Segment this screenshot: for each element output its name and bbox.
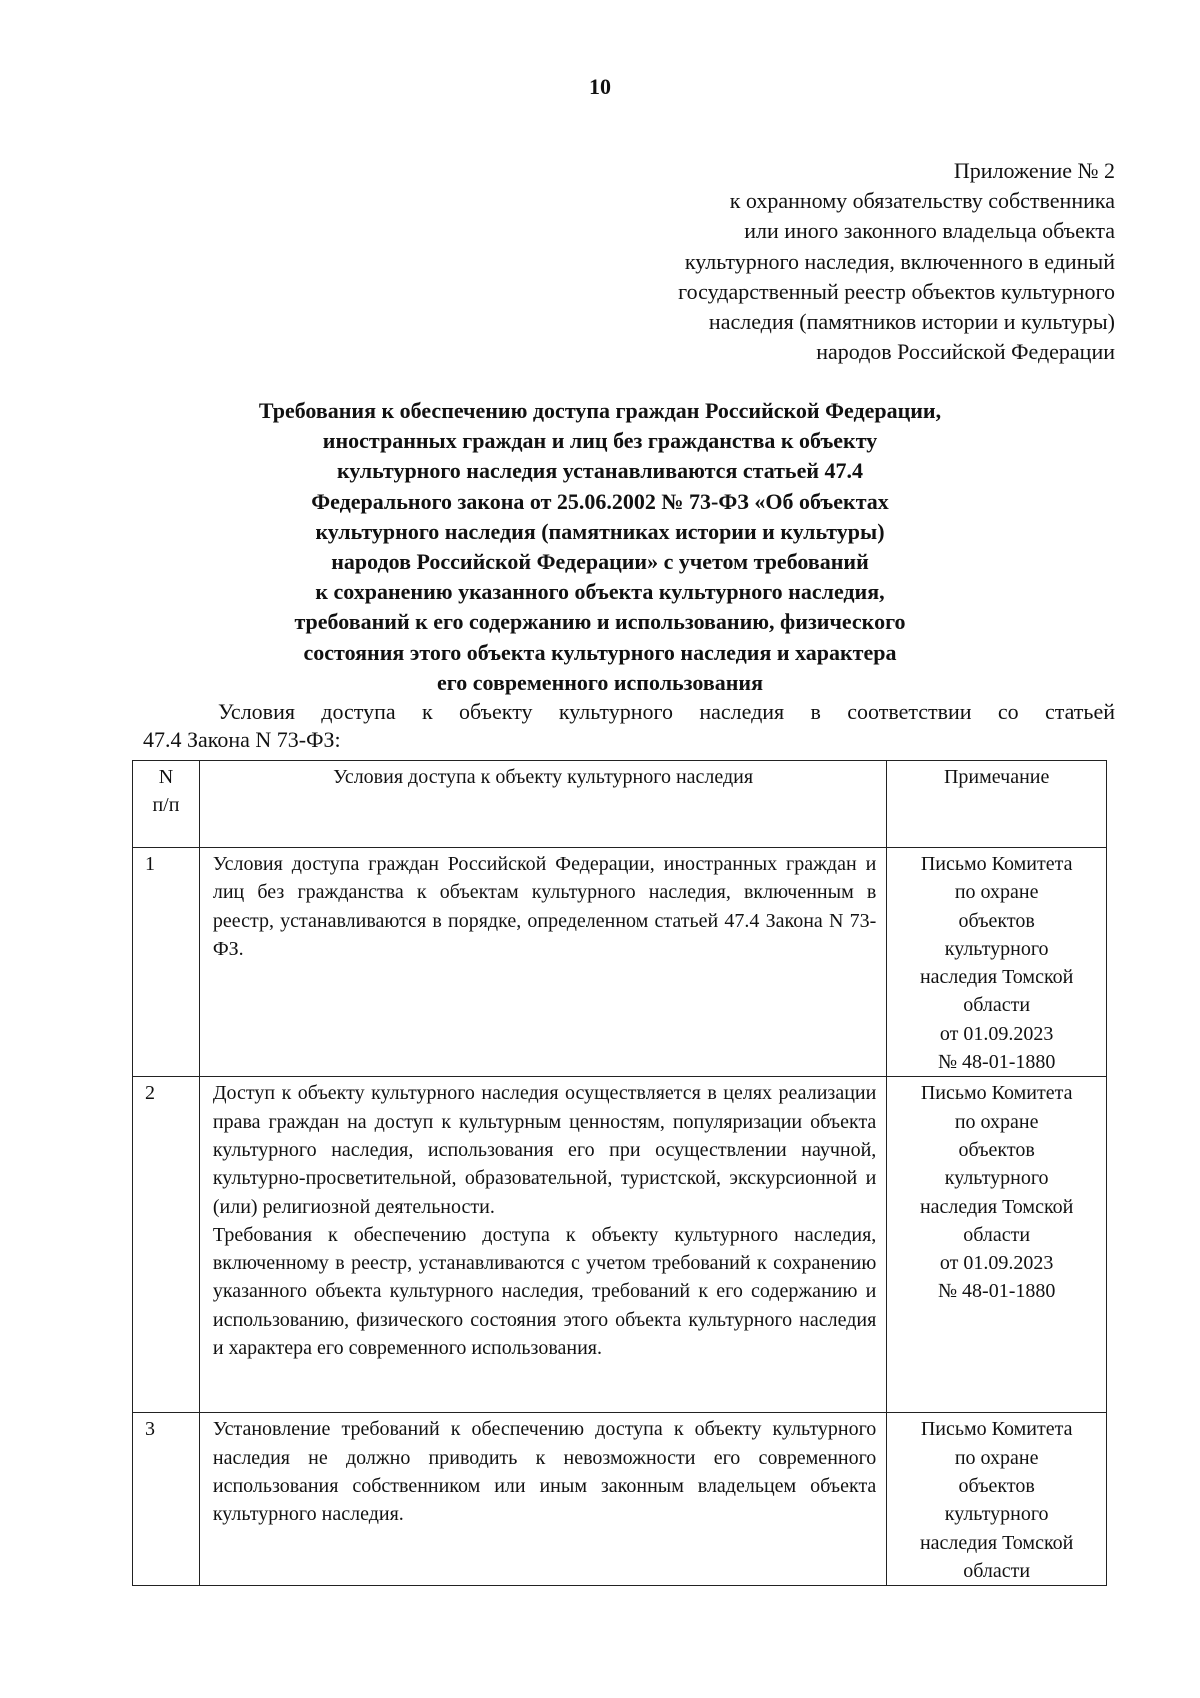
row-paragraph: Требования к обеспечению доступа к объекту культурного наследия, включенному в реестр, устанавливаются с учетом требований к сохранению указанного объекта культурного наследия, требований к его содержанию и использованию, физического состояния этого объекта культурного наследия и характера его современного использования. xyxy=(212,1223,877,1360)
note-line: по охране xyxy=(954,881,1039,904)
row-note xyxy=(887,1077,1107,1413)
table-row xyxy=(133,1413,1107,1586)
appendix-line: Приложение № 2 xyxy=(953,158,1115,183)
note-line: Письмо Комитета xyxy=(920,1418,1073,1441)
table-row xyxy=(133,1077,1107,1413)
title-line: культурного наследия устанавливаются статьей 47.4 xyxy=(336,458,864,484)
note-line: области xyxy=(963,1223,1031,1246)
appendix-line: народов Российской Федерации xyxy=(816,339,1115,365)
row-number: 3 xyxy=(133,1413,200,1586)
note-line: наследия Томской xyxy=(919,1195,1074,1218)
note-line: культурного xyxy=(944,1167,1049,1190)
row-number: 2 xyxy=(133,1077,200,1413)
note-line: объектов xyxy=(958,909,1035,932)
row-paragraph: Установление требований к обеспечению доступа к объекту культурного наследия не должно приводить к невозможности его современного использования собственником или иным законным владельцем объекта культурного наследия. xyxy=(212,1418,877,1526)
note-line: объектов xyxy=(958,1474,1035,1497)
title-line: Требования к обеспечению доступа граждан Российской Федерации, xyxy=(258,398,942,423)
note-line: области xyxy=(963,994,1031,1017)
appendix-line: государственный реестр объектов культурного xyxy=(678,278,1115,304)
appendix-line: или иного законного владельца объекта xyxy=(744,218,1115,244)
row-conditions xyxy=(199,1077,886,1413)
note-line: культурного xyxy=(944,1503,1049,1526)
header-number-line-2: п/п xyxy=(152,794,180,817)
document-title xyxy=(140,396,1060,698)
row-paragraph: Доступ к объекту культурного наследия осуществляется в целях реализации права граждан на доступ к культурным ценностям, популяризации объекта культурного наследия, использования его при осуществлении научной, культурно-просветительной, образовательной, туристской, экскурсионной и (или) религиозной деятельности. xyxy=(212,1082,877,1218)
header-number xyxy=(133,761,200,848)
appendix-line: наследия (памятников истории и культуры) xyxy=(708,309,1115,335)
page-number: 10 xyxy=(589,74,611,99)
note-line: № 48-01-1880 xyxy=(937,1280,1056,1303)
header-number-line-1: N xyxy=(158,766,174,788)
title-line: состояния этого объекта культурного наследия и характера xyxy=(303,639,897,665)
note-line: наследия Томской xyxy=(919,1531,1074,1554)
appendix-line: к охранному обязательству собственника xyxy=(729,188,1115,214)
row-number: 1 xyxy=(133,848,200,1077)
title-line: иностранных граждан и лиц без гражданства к объекту xyxy=(322,428,878,454)
note-line: Письмо Комитета xyxy=(920,1082,1073,1105)
appendix-line: культурного наследия, включенного в единый xyxy=(684,248,1115,274)
note-line: № 48-01-1880 xyxy=(937,1051,1056,1074)
appendix-header xyxy=(495,156,1115,367)
title-line: Федерального закона от 25.06.2002 № 73-ФЗ «Об объектах xyxy=(311,488,889,514)
note-line: по охране xyxy=(954,1110,1039,1133)
intro-line-2: 47.4 Закона N 73-ФЗ: xyxy=(143,727,341,752)
header-note: Примечание xyxy=(887,761,1107,848)
header-conditions: Условия доступа к объекту культурного наследия xyxy=(199,761,886,848)
title-line: к сохранению указанного объекта культурного наследия, xyxy=(315,579,885,605)
table-header-row xyxy=(133,761,1107,848)
title-line: его современного использования xyxy=(437,669,763,695)
note-line: от 01.09.2023 xyxy=(939,1252,1054,1275)
row-conditions xyxy=(199,1413,886,1586)
note-line: культурного xyxy=(944,937,1049,960)
row-note xyxy=(887,1413,1107,1586)
table-row xyxy=(133,848,1107,1077)
note-line: Письмо Комитета xyxy=(920,853,1073,875)
row-note xyxy=(887,848,1107,1077)
note-line: объектов xyxy=(958,1138,1035,1161)
note-line: области xyxy=(963,1559,1031,1582)
title-line: требований к его содержанию и использованию, физического xyxy=(294,609,906,635)
title-line: народов Российской Федерации» с учетом требований xyxy=(331,549,869,575)
note-line: по охране xyxy=(954,1446,1039,1469)
row-paragraph: Условия доступа граждан Российской Федерации, иностранных граждан и лиц без гражданства к объектам культурного наследия, включенным в реестр, устанавливаются в порядке, определенном статьей 47.4 Закона N 73-ФЗ. xyxy=(212,853,877,960)
access-conditions-table xyxy=(132,760,1107,1586)
row-conditions xyxy=(199,848,886,1077)
title-line: культурного наследия (памятниках истории и культуры) xyxy=(315,518,885,544)
intro-paragraph xyxy=(143,698,1115,754)
intro-line-1: Условия доступа к объекту культурного наследия в соответствии со статьей xyxy=(218,699,1115,724)
note-line: от 01.09.2023 xyxy=(939,1022,1054,1045)
note-line: наследия Томской xyxy=(919,966,1074,989)
